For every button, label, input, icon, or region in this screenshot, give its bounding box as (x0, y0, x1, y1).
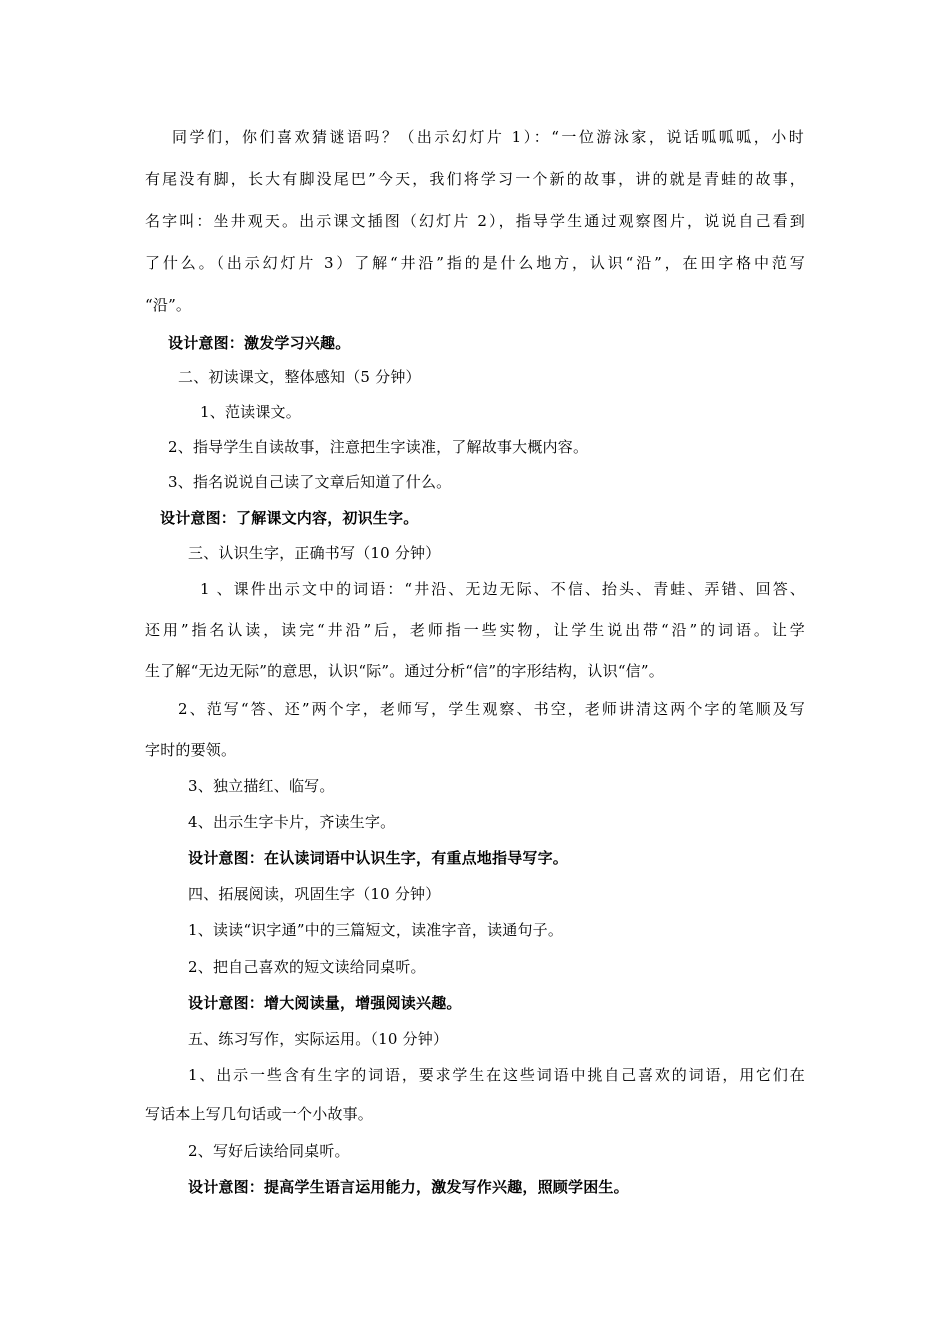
design-intent-heading: 设计意图：增大阅读量，增强阅读兴趣。 (188, 994, 462, 1012)
paragraph-line: 1、出示一些含有生字的词语，要求学生在这些词语中挑自己喜欢的词语，用它们在 (188, 1066, 805, 1084)
section-heading: 三、认识生字，正确书写（10 分钟） (188, 544, 441, 562)
paragraph-line: 字时的要领。 (145, 741, 237, 759)
list-item: 3、独立描红、临写。 (188, 777, 335, 795)
paragraph-line: 还用”指名认读，读完“井沿”后，老师指一些实物，让学生说出带“沿”的词语。让学 (145, 621, 805, 639)
paragraph-line: 写话本上写几句话或一个小故事。 (145, 1105, 374, 1123)
design-intent-heading: 设计意图：激发学习兴趣。 (168, 334, 351, 352)
section-heading: 四、拓展阅读，巩固生字（10 分钟） (188, 885, 441, 903)
section-heading: 二、初读课文，整体感知（5 分钟） (178, 368, 421, 386)
paragraph-line: 名字叫：坐井观天。出示课文插图（幻灯片 2），指导学生通过观察图片，说说自己看到 (145, 212, 805, 230)
list-item: 2、指导学生自读故事，注意把生字读准，了解故事大概内容。 (168, 438, 589, 456)
paragraph-line: 同学们，你们喜欢猜谜语吗？（出示幻灯片 1）：“一位游泳家，说话呱呱呱，小时 (172, 128, 804, 146)
list-item: 4、出示生字卡片，齐读生字。 (188, 813, 396, 831)
paragraph-line: 1 、课件出示文中的词语：“井沿、无边无际、不信、抬头、青蛙、弄错、回答、 (200, 580, 805, 598)
section-heading: 五、练习写作，实际运用。（10 分钟） (188, 1030, 449, 1048)
design-intent-heading: 设计意图：在认读词语中认识生字，有重点地指导写字。 (188, 849, 569, 867)
paragraph-line: “沿”。 (145, 296, 192, 314)
design-intent-heading: 设计意图：了解课文内容，初识生字。 (160, 509, 419, 527)
list-item: 3、指名说说自己读了文章后知道了什么。 (168, 473, 452, 491)
list-item: 1、读读“识字通”中的三篇短文，读准字音，读通句子。 (188, 921, 564, 939)
list-item: 1、范读课文。 (200, 403, 301, 421)
paragraph-line: 了什么。（出示幻灯片 3）了解“井沿”指的是什么地方，认识“沿”，在田字格中范写 (145, 254, 805, 272)
paragraph-line: 生了解“无边无际”的意思，认识“际”。通过分析“信”的字形结构，认识“信”。 (145, 662, 664, 680)
paragraph-line: 有尾没有脚，长大有脚没尾巴”今天，我们将学习一个新的故事，讲的就是青蛙的故事， (145, 170, 805, 188)
design-intent-heading: 设计意图：提高学生语言运用能力，激发写作兴趣，照顾学困生。 (188, 1178, 629, 1196)
list-item: 2、写好后读给同桌听。 (188, 1142, 350, 1160)
list-item: 2、把自己喜欢的短文读给同桌听。 (188, 958, 426, 976)
paragraph-line: 2、范写“答、还”两个字，老师写，学生观察、书空，老师讲清这两个字的笔顺及写 (178, 700, 805, 718)
